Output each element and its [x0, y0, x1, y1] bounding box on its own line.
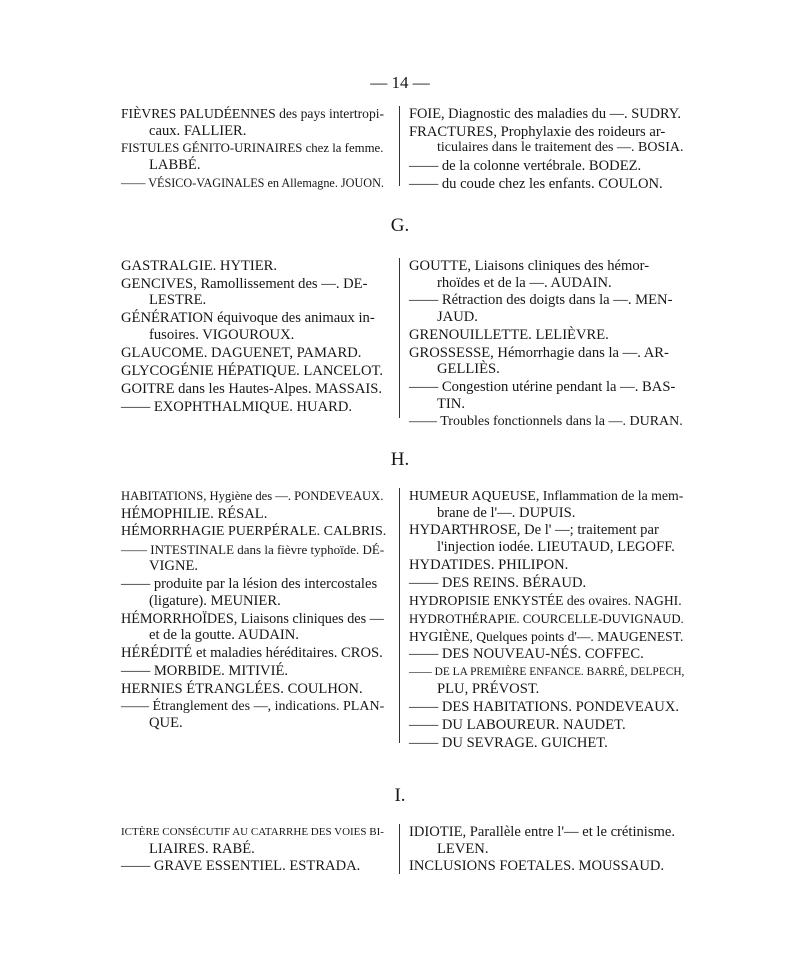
- entry-line: HERNIES ÉTRANGLÉES. COULHON.: [121, 680, 363, 697]
- page-number: — 14 —: [370, 73, 430, 92]
- entry-line: FOIE, Diagnostic des maladies du —. SUDRY.: [409, 106, 681, 122]
- index-entry: [121, 663, 387, 680]
- entry-line: GRENOUILLETTE. LELIÈVRE.: [409, 326, 609, 343]
- index-entry: [121, 824, 387, 857]
- index-entry: [409, 106, 684, 123]
- entry-continuation: TIN.: [437, 395, 465, 412]
- entry-line: HABITATIONS, Hygiène des —. PONDEVEAUX.: [121, 489, 384, 503]
- entry-line: GLYCOGÉNIE HÉPATIQUE. LANCELOT.: [121, 362, 384, 379]
- entry-line: INCLUSIONS FOETALES. MOUSSAUD.: [409, 858, 665, 875]
- entry-line: ICTÈRE CONSÉCUTIF AU CATARRHE DES VOIES BI-: [121, 826, 384, 838]
- entry-line: —— DE LA PREMIÈRE ENFANCE. BARRÉ, DELPECH,: [409, 666, 685, 679]
- index-entry: [121, 399, 387, 416]
- left-column: [121, 824, 387, 876]
- entry-line: IDIOTIE, Parallèle entre l'— et le crétinisme.: [409, 824, 676, 840]
- column-divider: [399, 258, 400, 418]
- entry-line: GOITRE dans les Hautes-Alpes. MASSAIS.: [121, 380, 383, 397]
- right-column: [409, 824, 684, 876]
- index-entry: [409, 258, 684, 291]
- index-entry: [409, 611, 684, 628]
- entry-line: HUMEUR AQUEUSE, Inflammation de la mem-: [409, 488, 684, 503]
- index-entry: [409, 176, 684, 193]
- index-entry: [121, 276, 387, 309]
- entry-continuation: ticulaires dans le traitement des —. BOSIA.: [437, 140, 684, 156]
- entry-line: —— MORBIDE. MITIVIÉ.: [121, 663, 289, 680]
- entry-continuation: LIAIRES. RABÉ.: [149, 840, 255, 857]
- left-column: [121, 488, 387, 733]
- entry-line: GROSSESSE, Hémorrhagie dans la —. AR-: [409, 344, 669, 361]
- index-entry: [121, 645, 387, 662]
- entry-line: GENCIVES, Ramollissement des —. DE-: [121, 275, 368, 292]
- entry-continuation: brane de l'—. DUPUIS.: [437, 504, 576, 521]
- index-entry: [409, 629, 684, 646]
- index-entry: [409, 488, 684, 521]
- index-entry: [409, 557, 684, 574]
- section-letter-g: G.: [390, 215, 410, 236]
- entry-line: —— DU SEVRAGE. GUICHET.: [409, 734, 608, 751]
- index-entry: [409, 292, 684, 325]
- section-letter-i: I.: [394, 785, 406, 806]
- entry-line: FRACTURES, Prophylaxie des roideurs ar-: [409, 123, 666, 140]
- entry-line: —— Étranglement des —, indications. PLAN-: [121, 698, 385, 714]
- index-entry: [409, 664, 684, 697]
- entry-line: HYDARTHROSE, De l' —; traitement par: [409, 522, 659, 539]
- entry-line: —— Rétraction des doigts dans la —. MEN-: [409, 292, 673, 309]
- entry-line: —— VÉSICO-VAGINALES en Allemagne. JOUON.: [121, 175, 384, 190]
- entry-continuation: VIGNE.: [149, 558, 199, 575]
- column-divider: [399, 488, 400, 743]
- index-entry: [121, 258, 387, 275]
- entry-continuation: (ligature). MEUNIER.: [149, 592, 281, 609]
- entry-continuation: et de la goutte. AUDAIN.: [149, 627, 299, 644]
- index-entry: [121, 611, 387, 644]
- entry-line: GOUTTE, Liaisons cliniques des hémor-: [409, 258, 650, 274]
- entry-line: HYDATIDES. PHILIPON.: [409, 556, 569, 573]
- entry-line: HYDROPISIE ENKYSTÉE des ovaires. NAGHI.: [409, 592, 682, 608]
- entry-line: HÉMORRHAGIE PUERPÉRALE. CALBRIS.: [121, 523, 387, 539]
- entry-line: GASTRALGIE. HYTIER.: [121, 258, 278, 274]
- right-column: [409, 258, 684, 432]
- entry-line: —— DES NOUVEAU-NÉS. COFFEC.: [409, 646, 644, 663]
- entry-line: HÉMORRHOÏDES, Liaisons cliniques des —: [121, 610, 384, 627]
- entry-continuation: caux. FALLIER.: [149, 122, 247, 139]
- entry-continuation: l'injection iodée. LIEUTAUD, LEGOFF.: [437, 539, 675, 556]
- entry-line: —— GRAVE ESSENTIEL. ESTRADA.: [121, 858, 361, 875]
- column-divider: [399, 824, 400, 874]
- right-column: [409, 106, 684, 194]
- entry-line: —— INTESTINALE dans la fièvre typhoïde. DÉ-: [121, 541, 385, 557]
- index-entry: [409, 158, 684, 175]
- entry-continuation: LEVEN.: [437, 840, 489, 857]
- index-entry: [409, 646, 684, 663]
- entry-continuation: QUE.: [149, 715, 183, 732]
- entry-line: HÉRÉDITÉ et maladies héréditaires. CROS.: [121, 645, 383, 662]
- index-entry: [409, 735, 684, 752]
- entry-continuation: JAUD.: [437, 309, 478, 326]
- entry-line: —— EXOPHTHALMIQUE. HUARD.: [121, 398, 353, 415]
- entry-continuation: fusoires. VIGOUROUX.: [149, 326, 295, 343]
- index-entry: [121, 681, 387, 698]
- index-entry: [121, 310, 387, 343]
- entry-line: —— Congestion utérine pendant la —. BAS-: [409, 379, 676, 396]
- entry-continuation: rhoïdes et de la —. AUDAIN.: [437, 274, 612, 291]
- index-entry: [121, 699, 387, 732]
- index-entry: [409, 824, 684, 857]
- index-entry: [409, 699, 684, 716]
- index-entry: [121, 175, 387, 192]
- index-entry: [121, 488, 387, 505]
- entry-line: —— produite par la lésion des intercostales: [121, 576, 378, 593]
- entry-line: FIÈVRES PALUDÉENNES des pays intertropi-: [121, 106, 385, 121]
- entry-line: —— du coude chez les enfants. COULON.: [409, 176, 663, 193]
- entry-continuation: LESTRE.: [149, 292, 207, 309]
- index-entry: [121, 858, 387, 875]
- entry-line: —— DES REINS. BÉRAUD.: [409, 574, 587, 591]
- index-entry: [121, 140, 387, 173]
- entry-line: GLAUCOME. DAGUENET, PAMARD.: [121, 344, 362, 361]
- right-column: [409, 488, 684, 752]
- index-entry: [409, 522, 684, 555]
- entry-line: FISTULES GÉNITO-URINAIRES chez la femme.: [121, 141, 384, 156]
- left-column: [121, 106, 387, 193]
- entry-line: HYGIÈNE, Quelques points d'—. MAUGENEST.: [409, 628, 684, 644]
- index-entry: [121, 381, 387, 398]
- index-entry: [121, 542, 387, 575]
- index-entry: [121, 576, 387, 609]
- index-entry: [409, 593, 684, 610]
- entry-continuation: LABBÉ.: [149, 157, 201, 174]
- index-entry: [121, 345, 387, 362]
- index-entry: [121, 106, 387, 139]
- index-entry: [121, 363, 387, 380]
- index-entry: [409, 575, 684, 592]
- index-entry: [409, 345, 684, 378]
- section-letter-h: H.: [390, 449, 410, 470]
- index-entry: [409, 717, 684, 734]
- entry-line: HYDROTHÉRAPIE. COURCELLE-DUVIGNAUD.: [409, 611, 684, 626]
- entry-continuation: PLU, PRÉVOST.: [437, 680, 540, 697]
- entry-line: —— DES HABITATIONS. PONDEVEAUX.: [409, 698, 680, 715]
- entry-line: —— de la colonne vertébrale. BODEZ.: [409, 158, 642, 175]
- entry-line: —— DU LABOUREUR. NAUDET.: [409, 716, 626, 733]
- index-entry: [409, 414, 684, 431]
- index-entry: [409, 124, 684, 157]
- index-entry: [409, 379, 684, 412]
- index-entry: [121, 506, 387, 523]
- index-entry: [121, 524, 387, 541]
- index-entry: [409, 327, 684, 344]
- left-column: [121, 258, 387, 416]
- column-divider: [399, 106, 400, 186]
- index-entry: [409, 858, 684, 875]
- entry-line: HÉMOPHILIE. RÉSAL.: [121, 505, 268, 522]
- entry-line: —— Troubles fonctionnels dans la —. DURAN.: [409, 413, 683, 429]
- entry-continuation: GELLIÈS.: [437, 361, 500, 378]
- entry-line: GÉNÉRATION équivoque des animaux in-: [121, 310, 375, 327]
